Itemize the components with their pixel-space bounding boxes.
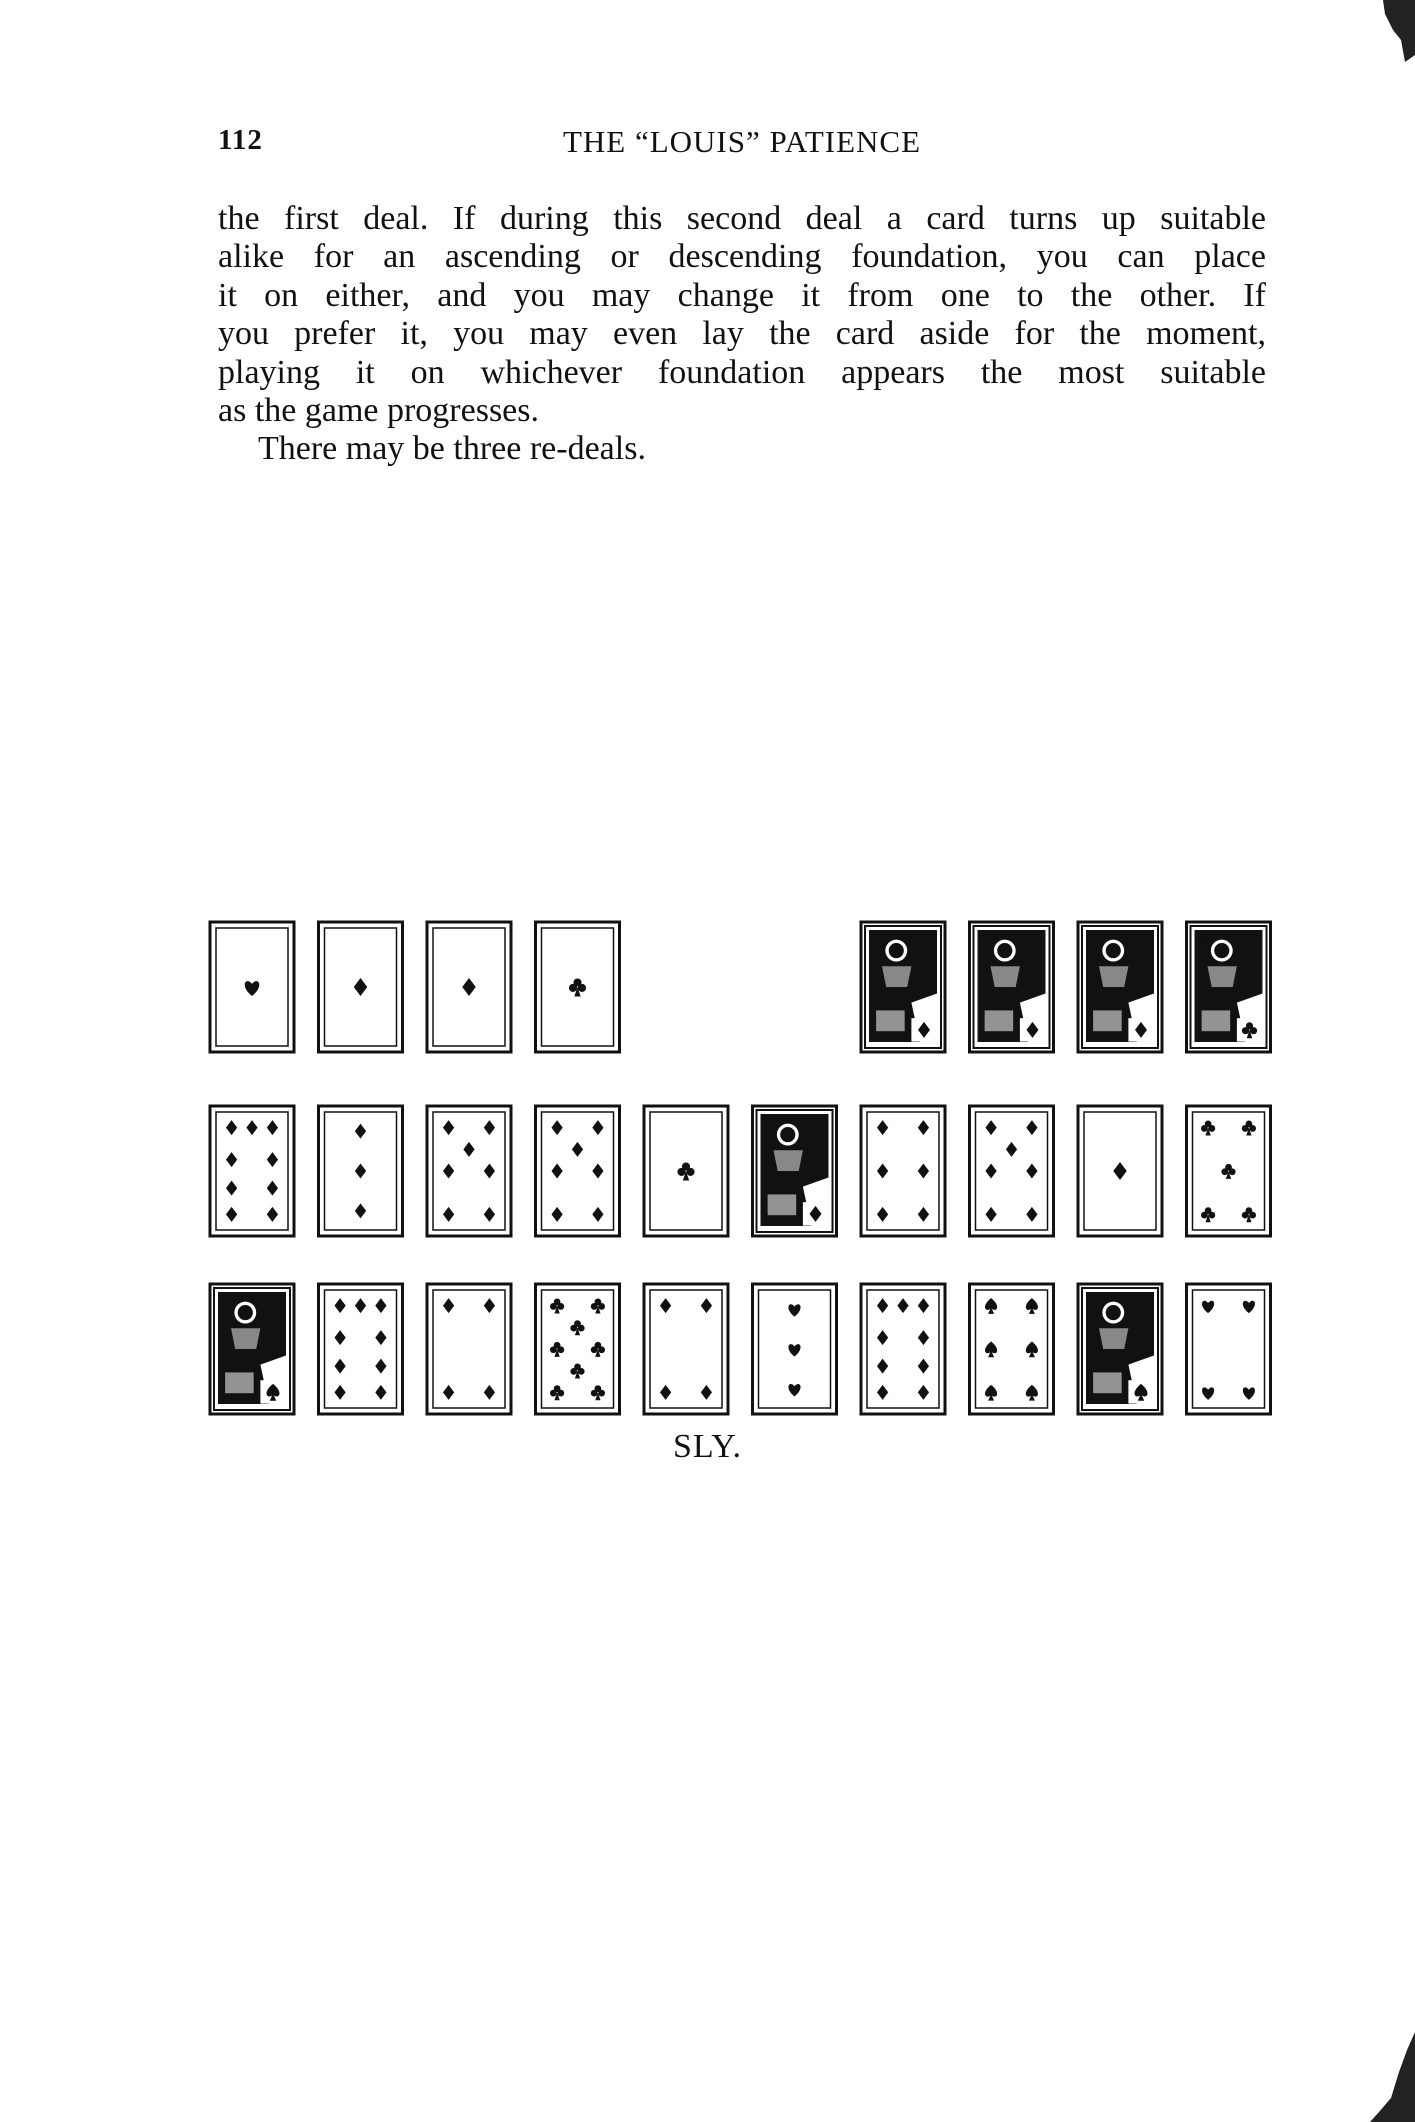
pip-card [861,1106,945,1236]
pip-card [753,1284,837,1414]
diamond-pip [443,1120,454,1135]
diamond-pip [1006,1142,1017,1157]
diamond-pip [267,1181,278,1196]
diamond-pip [375,1385,386,1400]
club-pip [1242,1207,1256,1222]
text-line: you prefer it, you may even lay the card aside for the moment, [218,315,1266,353]
diamond-pip [810,1206,822,1222]
heart-pip [788,1344,800,1356]
pip-card [427,1106,511,1236]
diamond-pip [701,1298,712,1313]
diamond-pip [875,930,884,942]
page-stain-mark [1375,0,1415,70]
spade-pip [1135,1384,1148,1401]
heart-pip [788,1384,800,1396]
diamond-pip [701,1385,712,1400]
diamond-pip [918,1385,929,1400]
diamond-pip [918,1120,929,1135]
diamond-pip [1135,1022,1147,1038]
diamond-pip [918,1298,929,1313]
diamond-pip [484,1164,495,1179]
heart-pip [1202,1387,1214,1399]
club-pip [591,1342,605,1357]
diamond-pip [918,1207,929,1222]
diamond-pip [572,1142,583,1157]
spade-pip [267,1384,280,1401]
heart-pip [788,1304,800,1316]
spade-pip [985,1385,997,1401]
diamond-pip [267,1120,278,1135]
pip-card [970,1106,1054,1236]
diamond-pip [877,1385,888,1400]
diamond-pip [226,1181,237,1196]
spade-pip [985,1342,997,1358]
diamond-pip [484,1120,495,1135]
diamond-pip [592,1164,603,1179]
heart-pip [1202,1301,1214,1313]
spade-pip [1092,1292,1102,1305]
club-pip [570,1364,584,1379]
pip-card [427,922,511,1052]
running-title: THE “LOUIS” PATIENCE [562,124,922,159]
diamond-pip [551,1207,562,1222]
text-line: as the game progresses. [218,392,540,430]
page-stain-mark [1365,2032,1415,2122]
pip-card [1187,1106,1271,1236]
body-text [218,200,1266,469]
spade-pip [1026,1298,1038,1314]
pip-card [536,922,620,1052]
diamond-pip [443,1298,454,1313]
pip-card [1187,1284,1271,1414]
diamond-pip [592,1120,603,1135]
diamond-pip [985,1207,996,1222]
club-pip [1242,1022,1257,1038]
pip-card [319,1106,403,1236]
diamond-pip [334,1298,345,1313]
court-card [753,1106,837,1236]
pip-card [319,922,403,1052]
pip-card [1078,1106,1162,1236]
diamond-pip [918,1164,929,1179]
club-pip [550,1342,564,1357]
diamond-pip [1092,930,1101,942]
club-pip [1221,1164,1235,1179]
page-number: 112 [218,124,263,156]
club-pip [570,1320,584,1335]
diamond-pip [334,1385,345,1400]
court-card [1078,922,1162,1052]
diamond-pip [592,1207,603,1222]
diamond-pip [877,1359,888,1374]
paragraph-redeals: There may be three re-deals. [258,430,646,468]
diamond-pip [985,1164,996,1179]
diamond-pip [985,1120,996,1135]
court-card [970,922,1054,1052]
diamond-pip [660,1385,671,1400]
club-pip [569,978,586,996]
diamond-pip [375,1330,386,1345]
club-pip [1201,1207,1215,1222]
court-card [210,1284,294,1414]
diamond-pip [1026,1207,1037,1222]
pip-card [644,1284,728,1414]
diamond-pip [551,1120,562,1135]
club-pip [591,1385,605,1400]
diamond-pip [983,930,992,942]
club-pip [550,1385,564,1400]
diamond-pip [334,1330,345,1345]
text-line: the first deal. If during this second deal a card turns up suitable [218,200,1266,237]
pip-card [210,1106,294,1236]
diamond-pip [246,1120,257,1135]
diamond-pip [918,1330,929,1345]
diamond-pip [877,1330,888,1345]
diamond-pip [355,1298,366,1313]
diamond-pip [334,1359,345,1374]
diamond-pip [354,978,368,996]
club-pip [550,1299,564,1314]
diamond-pip [1026,1120,1037,1135]
diamond-pip [443,1385,454,1400]
pip-card [970,1284,1054,1414]
diamond-pip [877,1298,888,1313]
diamond-pip [918,1022,930,1038]
diamond-pip [1113,1162,1127,1180]
text-line: alike for an ascending or descending foundation, you can place [218,238,1266,276]
diamond-pip [443,1164,454,1179]
diamond-pip [375,1298,386,1313]
spade-pip [1026,1385,1038,1401]
diamond-pip [462,978,476,996]
text-line: playing it on whichever foundation appears the most suitable [218,353,1266,391]
diamond-pip [267,1152,278,1167]
spade-pip [224,1292,234,1305]
diamond-pip [484,1207,495,1222]
paragraph-rules [218,200,1266,430]
court-card [1078,1284,1162,1414]
diamond-pip [463,1142,474,1157]
spade-pip [985,1298,997,1314]
diamond-pip [226,1207,237,1222]
diamond-pip [551,1164,562,1179]
pip-card [861,1284,945,1414]
diamond-pip [355,1203,366,1218]
club-pip [1242,1121,1256,1136]
pip-card [210,922,294,1052]
diamond-pip [1026,1164,1037,1179]
diamond-pip [484,1298,495,1313]
diamond-pip [897,1298,908,1313]
diamond-pip [877,1207,888,1222]
diamond-pip [877,1164,888,1179]
pip-card [536,1106,620,1236]
diamond-pip [355,1124,366,1139]
pip-card [319,1284,403,1414]
club-pip [591,1299,605,1314]
club-pip [1199,931,1210,943]
pip-card [427,1284,511,1414]
text-line: it on either, and you may change it from one to the other. If [218,276,1266,314]
spade-pip [1026,1342,1038,1358]
club-pip [1201,1121,1215,1136]
club-pip [677,1162,694,1180]
court-card [1187,922,1271,1052]
diamond-pip [484,1385,495,1400]
diamond-pip [766,1114,775,1126]
diamond-pip [226,1120,237,1135]
diamond-pip [226,1152,237,1167]
pip-card [644,1106,728,1236]
diamond-pip [443,1207,454,1222]
diamond-pip [1027,1022,1039,1038]
court-card [861,922,945,1052]
diamond-pip [267,1207,278,1222]
heart-pip [1243,1387,1255,1399]
heart-pip [1243,1301,1255,1313]
diamond-pip [918,1359,929,1374]
pip-card [536,1284,620,1414]
running-head [218,124,1266,168]
heart-pip [245,981,260,996]
diamond-pip [877,1120,888,1135]
diamond-pip [375,1359,386,1374]
diamond-pip [355,1164,366,1179]
figure-caption: SLY. [673,1428,742,1465]
diamond-pip [660,1298,671,1313]
